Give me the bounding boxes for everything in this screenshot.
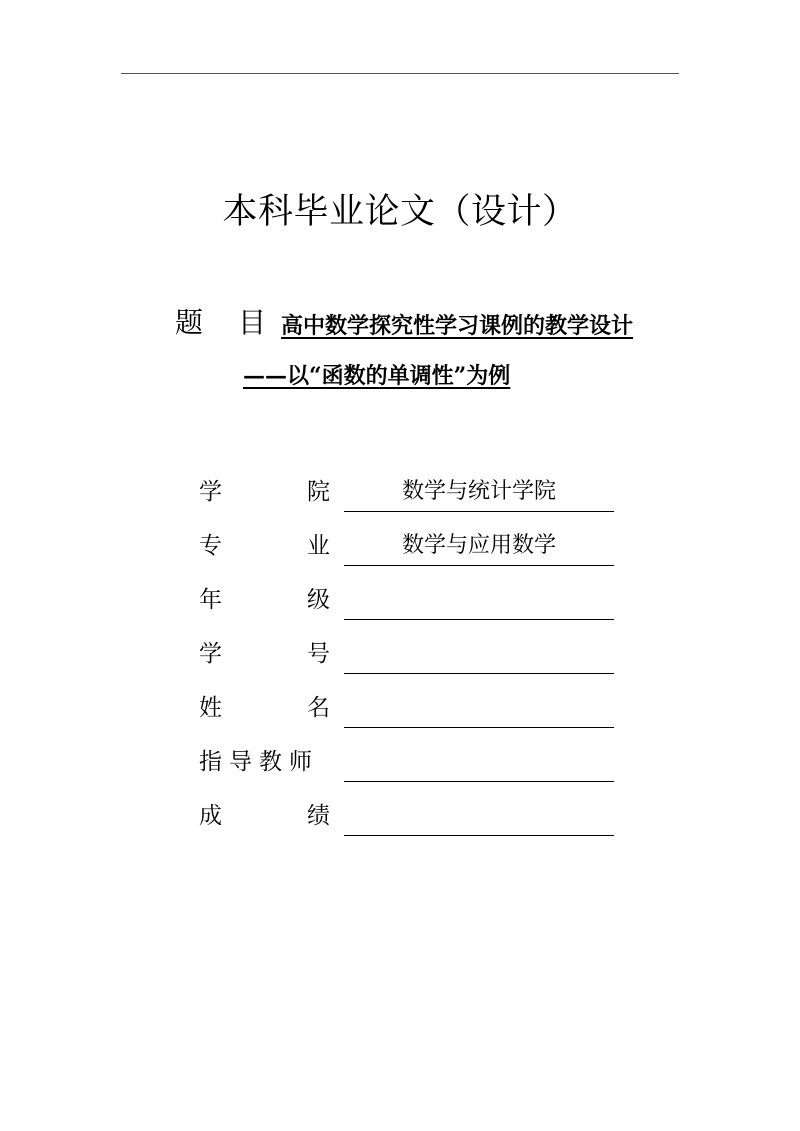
field-label-char-2: 级 (307, 587, 330, 613)
info-row-score (0, 795, 800, 835)
field-underline (344, 619, 614, 620)
info-row-college (0, 471, 800, 511)
field-label-char-2: 院 (307, 479, 330, 505)
field-underline (344, 835, 614, 836)
header-rule (121, 73, 679, 74)
field-value-major: 数学与应用数学 (401, 533, 556, 558)
field-label-char-1: 成 (199, 803, 222, 829)
field-label-advisor: 指导教师 (199, 749, 319, 775)
field-underline (344, 565, 614, 566)
field-label-char-1: 姓 (199, 695, 222, 721)
topic-label-char-1: 题 (175, 306, 204, 339)
field-label-char-1: 学 (199, 479, 222, 505)
field-underline (344, 673, 614, 674)
field-label-char-2: 号 (307, 641, 330, 667)
field-underline (344, 781, 614, 782)
topic-label-char-2: 目 (238, 306, 267, 339)
field-value-college: 数学与统计学院 (401, 479, 556, 504)
field-label-char-2: 绩 (307, 803, 330, 829)
field-label-char-1: 年 (199, 587, 222, 613)
field-underline (344, 727, 614, 728)
topic-title-line-2: ——以“函数的单调性”为例 (243, 363, 511, 389)
field-label-char-2: 名 (307, 695, 330, 721)
info-row-grade (0, 579, 800, 619)
field-label-char-1: 专 (199, 533, 222, 559)
info-row-major (0, 525, 800, 565)
field-label-char-1: 学 (199, 641, 222, 667)
document-title: 本科毕业论文（设计） (222, 192, 578, 232)
info-row-student-id (0, 633, 800, 673)
field-underline (344, 511, 614, 512)
topic-title-line-1: 高中数学探究性学习课例的教学设计 (281, 313, 634, 339)
info-row-advisor (0, 741, 800, 781)
info-row-name (0, 687, 800, 727)
field-label-char-2: 业 (307, 533, 330, 559)
